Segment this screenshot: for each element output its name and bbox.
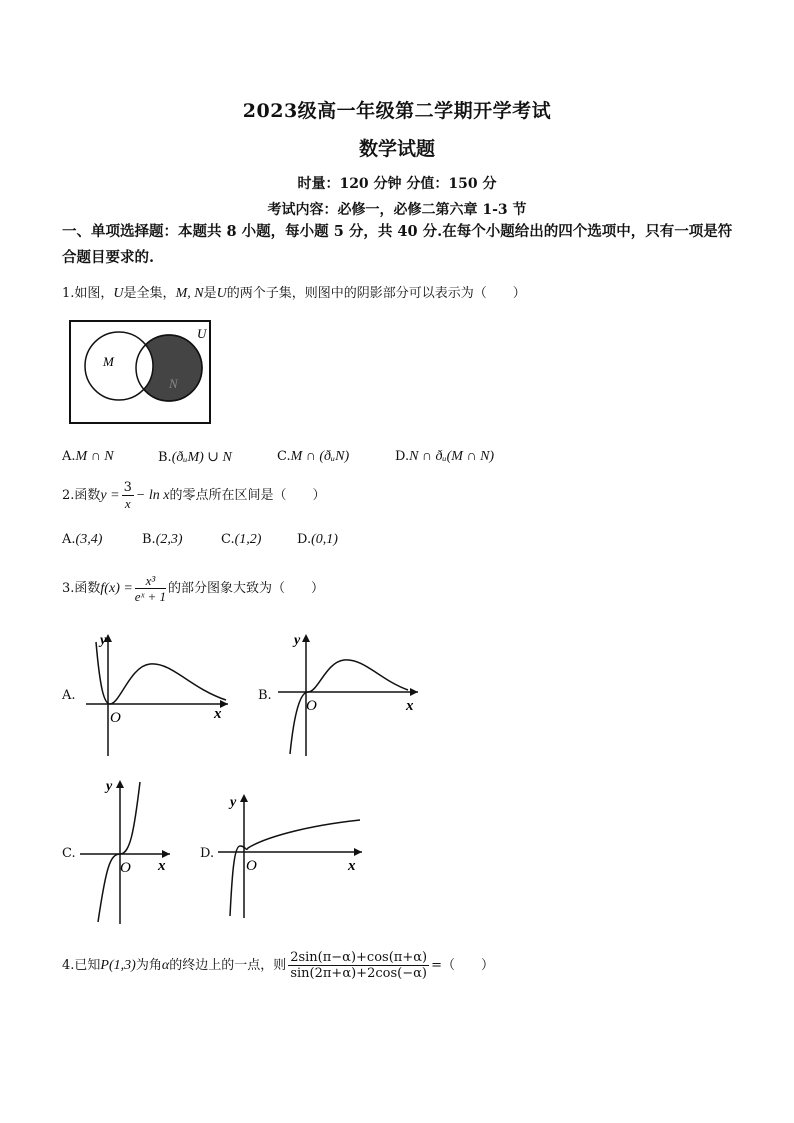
- u-label: U: [197, 326, 207, 341]
- venn-diagram: [69, 320, 211, 424]
- x-axis-label: x: [214, 706, 222, 722]
- math-var: U: [113, 286, 124, 301]
- text: 的两个子集，则图中的阴影部分可以表示为（ ）: [226, 286, 526, 301]
- option-expr: N ∩ ðᵤ(M ∩ N): [409, 449, 495, 464]
- option-label: C.: [277, 449, 291, 464]
- time-score: 时量：120 分钟 分值：150 分: [297, 176, 497, 192]
- curve: [98, 782, 140, 922]
- q2-option-c: [221, 532, 261, 548]
- option-expr: (ðᵤM) ∪ N: [171, 450, 232, 465]
- q3-graph-a: [80, 628, 240, 758]
- numerator: 2sin(π−α)+cos(π+α): [290, 950, 428, 965]
- denominator: eˣ + 1: [134, 589, 167, 604]
- math-var: M, N: [175, 286, 204, 301]
- text: =（ ）: [431, 958, 494, 973]
- q2-option-d: [297, 532, 338, 548]
- q2-option-a: [62, 532, 102, 548]
- q3-graph-c: [76, 772, 186, 927]
- option-expr: (0,1): [311, 532, 338, 547]
- question-number: 4.: [62, 958, 75, 973]
- q1-option-b: [158, 449, 232, 466]
- math-expr: y =: [100, 488, 120, 503]
- q1-option-c: [277, 449, 349, 465]
- question-1: [62, 282, 526, 302]
- question-4: [62, 950, 494, 981]
- text: 已知: [74, 958, 101, 973]
- option-expr: M ∩ (ðᵤN): [290, 449, 350, 464]
- denominator: sin(2π+α)+2cos(−α): [290, 966, 427, 981]
- math-expr: P(1,3): [100, 958, 136, 973]
- option-label: B.: [158, 450, 172, 465]
- text: 的终边上的一点，则: [169, 958, 287, 973]
- math-var: α: [161, 958, 170, 973]
- set-m-circle: [85, 332, 153, 400]
- fraction: [135, 573, 166, 604]
- q2-option-b: [142, 532, 183, 548]
- q3-graph-d: [214, 786, 374, 921]
- exam-title: 2023级高一年级第二学期开学考试: [242, 100, 552, 122]
- x-axis-label: x: [158, 858, 166, 874]
- text: 函数: [74, 488, 101, 503]
- numerator: x³: [135, 573, 166, 589]
- exam-scope: 考试内容：必修一，必修二第六章 1-3 节: [267, 202, 527, 218]
- question-number: 1.: [62, 286, 75, 301]
- math-expr: f(x) =: [100, 581, 133, 596]
- math-var: U: [216, 286, 227, 301]
- text: 的零点所在区间是（ ）: [169, 488, 326, 503]
- origin-label: O: [306, 698, 317, 714]
- question-2: [62, 480, 325, 511]
- option-expr: (2,3): [155, 532, 183, 547]
- origin-label: O: [110, 710, 121, 726]
- text: 是全集，: [123, 286, 176, 301]
- y-axis-label: y: [230, 795, 237, 810]
- q3-graph-b: [272, 628, 432, 758]
- option-label: A.: [62, 449, 76, 464]
- option-label: D.: [395, 449, 410, 464]
- text: 是: [203, 286, 217, 301]
- y-axis-label: y: [294, 633, 301, 648]
- text: 如图，: [74, 286, 114, 301]
- option-expr: (3,4): [75, 532, 103, 547]
- option-label: B.: [142, 532, 156, 547]
- question-number: 3.: [62, 581, 75, 596]
- m-label: M: [103, 354, 114, 369]
- q3-graph-a-label: A.: [62, 688, 76, 703]
- denominator: x: [124, 496, 131, 511]
- y-axis-label: y: [106, 779, 113, 794]
- q3-graph-b-label: B.: [258, 688, 272, 703]
- x-axis-label: x: [348, 858, 356, 874]
- origin-label: O: [120, 860, 131, 876]
- x-arrow-icon: [410, 688, 418, 696]
- option-label: C.: [221, 532, 235, 547]
- q1-option-d: [395, 449, 494, 465]
- math-expr: − ln x: [135, 488, 170, 503]
- x-arrow-icon: [162, 850, 170, 858]
- section-heading: 一、单项选择题：本题共 8 小题，每小题 5 分，共 40 分.在每个小题给出的四个选项中，只有一项是符合题目要求的.: [62, 223, 733, 266]
- question-3: [62, 573, 324, 604]
- y-arrow-icon: [240, 794, 248, 802]
- option-expr: (1,2): [234, 532, 262, 547]
- q3-graph-c-label: C.: [62, 846, 76, 861]
- y-arrow-icon: [302, 634, 310, 642]
- venn-svg: [71, 322, 209, 422]
- fraction: [288, 950, 429, 981]
- y-axis-label: y: [100, 633, 107, 648]
- text: 的部分图象大致为（ ）: [168, 581, 325, 596]
- subject-title: 数学试题: [358, 138, 435, 160]
- numerator: 3: [123, 480, 132, 495]
- option-label: D.: [297, 532, 312, 547]
- x-arrow-icon: [354, 848, 362, 856]
- y-arrow-icon: [116, 780, 124, 788]
- option-expr: M ∩ N: [75, 449, 114, 464]
- text: 为角: [135, 958, 162, 973]
- q1-option-a: [62, 449, 114, 465]
- curve: [96, 642, 226, 704]
- q3-graph-d-label: D.: [200, 846, 215, 861]
- question-number: 2.: [62, 488, 75, 503]
- option-label: A.: [62, 532, 76, 547]
- text: 函数: [74, 581, 101, 596]
- origin-label: O: [246, 858, 257, 874]
- n-label: N: [169, 376, 178, 391]
- fraction: [122, 480, 134, 511]
- x-axis-label: x: [406, 698, 414, 714]
